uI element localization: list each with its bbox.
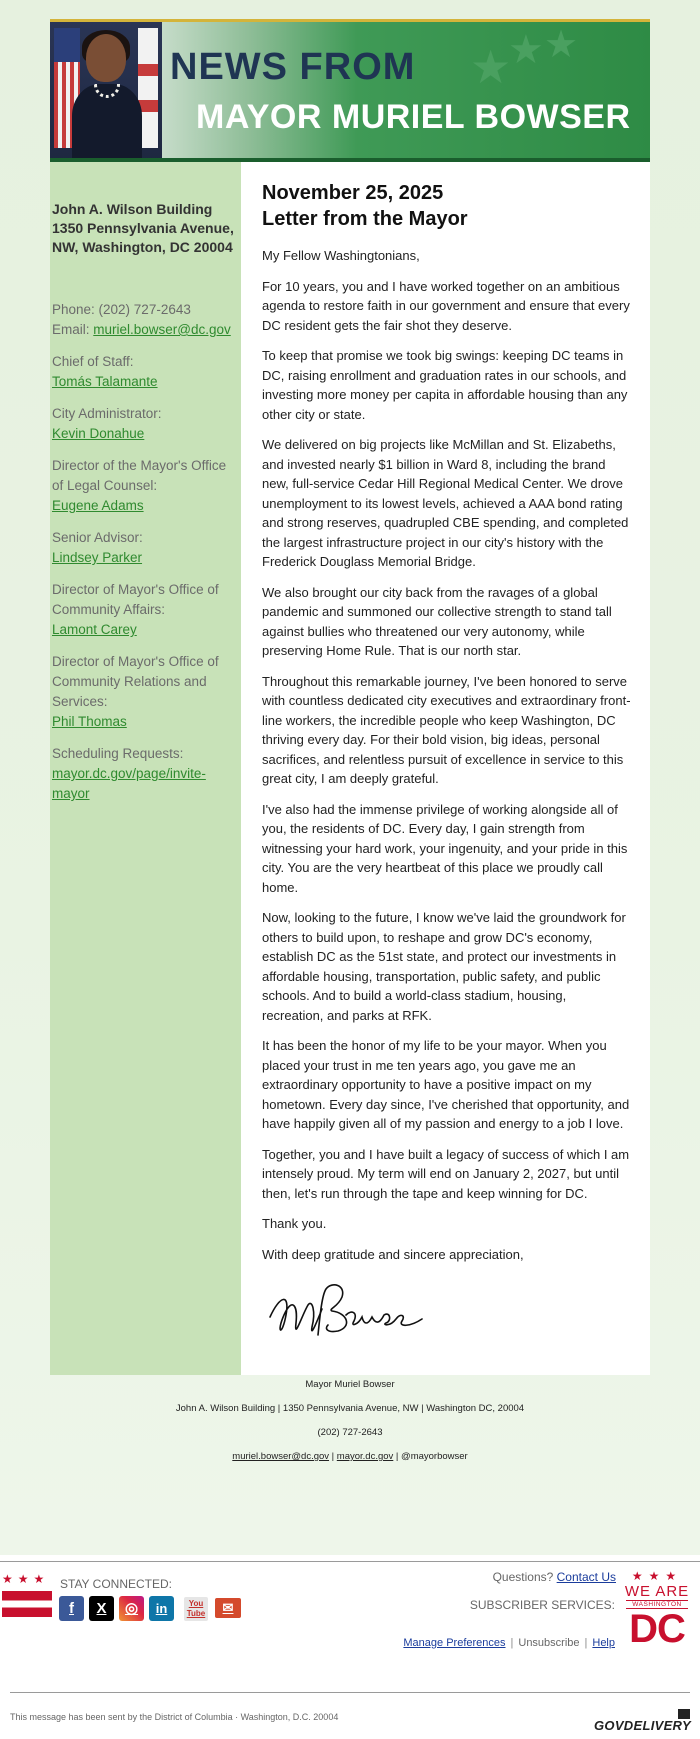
letter-paragraph: With deep gratitude and sincere appreciation, (262, 1246, 524, 1262)
letter-paragraph: It has been the honor of my life to be your mayor. When you placed your trust in me ten years ago, you gave me an extraordinary opportunity to have a positive impact on my hometown. Every day since, I've cherished that opportunity, and have happily given all of my passion and energy to a job I love. (262, 1038, 630, 1131)
banner-title-line2: MAYOR MURIEL BOWSER (196, 98, 631, 136)
letter-paragraph: Thank you. (262, 1216, 327, 1231)
mayor-portrait (50, 22, 162, 162)
content-columns (50, 162, 650, 1375)
contact-link[interactable]: Eugene Adams (52, 498, 144, 513)
sidebar-phone: Phone: (202) 727-2643 (52, 302, 191, 317)
signature (262, 1275, 631, 1365)
sidebar-scheduling: Scheduling Requests: mayor.dc.gov/page/invite-mayor (52, 746, 206, 801)
unsubscribe-link[interactable]: Unsubscribe (518, 1637, 580, 1649)
subscription-footer (0, 1561, 700, 1739)
star-icon: ★ (508, 28, 544, 72)
letter-date: November 25, 2025 (262, 182, 444, 204)
letter-body (241, 162, 650, 1375)
footer-social-handle: @mayorbowser (401, 1451, 468, 1462)
footer-email-link[interactable]: muriel.bowser@dc.gov (232, 1451, 330, 1462)
scheduling-link[interactable]: mayor.dc.gov/page/invite-mayor (52, 766, 206, 801)
x-icon[interactable]: X (89, 1596, 114, 1621)
letter-paragraph: Now, looking to the future, I know we've laid the groundwork for others to build upon, to reshape and grow DC's economy, establish DC as the 51st state, and protect our investments in affordable housing, transportation, public safety, and public schools. And to build a world-class stadium, housing, recreation, and parks at RFK. (262, 910, 626, 1023)
questions-line: Questions? Contact Us (492, 1570, 616, 1584)
contact-link[interactable]: Tomás Talamante (52, 374, 158, 389)
contact-us-link[interactable]: Contact Us (556, 1570, 616, 1584)
letter-paragraph: For 10 years, you and I have worked together on an ambitious agenda to restore faith in our government and ensure that every DC resident gets the fair shot they deserve. (262, 278, 630, 333)
footer-address: John A. Wilson Building | 1350 Pennsylvania Avenue, NW | Washington DC, 20004 (175, 1403, 525, 1414)
letter-paragraph: We also brought our city back from the ravages of a global pandemic and summoned our collective strength to stand tall against bullies who threatened our very autonomy, while preserving Home Rule. That is our north star. (262, 584, 612, 658)
logo-stars-icon: ★★★ (631, 1569, 683, 1583)
contact-link[interactable]: Kevin Donahue (52, 426, 145, 441)
footer-name: Mayor Muriel Bowser (305, 1379, 395, 1390)
letter-paragraph: We delivered on big projects like McMillan and St. Elizabeths, and invested nearly $1 billion in Ward 8, including the brand new, full-service Cedar Hill Regional Medical Center. We drove unemployment to its lowest levels, achieved a AAA bond rating and strong reserves, quadrupled CBE spending, and completed the largest infrastructure project in our city's history with the Frederick Douglass Memorial Bridge. (262, 437, 629, 569)
subscriber-links: Manage Preferences | Unsubscribe | Help (403, 1637, 615, 1649)
sidebar-contact-community-relations: Director of Mayor's Office of Community Relations and Services: Phil Thomas (52, 654, 219, 729)
signature-drawing (262, 1275, 432, 1355)
sidebar-contact-senior-advisor: Senior Advisor: Lindsey Parker (52, 530, 143, 565)
linkedin-icon[interactable]: in (149, 1596, 174, 1621)
stay-connected-label: STAY CONNECTED: (60, 1577, 173, 1591)
we-are-washington-dc-logo: ★★★ WE ARE WASHINGTON DC (624, 1569, 690, 1651)
contact-link[interactable]: Lindsey Parker (52, 550, 143, 565)
manage-preferences-link[interactable]: Manage Preferences (403, 1637, 506, 1649)
subscriber-services-label: SUBSCRIBER SERVICES: (469, 1598, 615, 1612)
newsletter (50, 19, 650, 1475)
sidebar (50, 162, 241, 1375)
footer-website-link[interactable]: mayor.dc.gov (336, 1451, 394, 1462)
instagram-icon[interactable]: ◎ (119, 1596, 144, 1621)
sidebar-contact-legal-counsel: Director of the Mayor's Office of Legal Counsel: Eugene Adams (52, 458, 227, 513)
star-icon: ★ (544, 24, 579, 66)
footer-phone: (202) 727-2643 (317, 1427, 383, 1438)
letter-title: Letter from the Mayor (262, 208, 468, 230)
sidebar-contact-chief-of-staff: Chief of Staff: Tomás Talamante (52, 354, 158, 389)
star-icon: ★ (470, 41, 512, 93)
sidebar-email-link[interactable]: muriel.bowser@dc.gov (93, 322, 231, 337)
sidebar-contact-community-affairs: Director of Mayor's Office of Community Affairs: Lamont Carey (52, 582, 219, 637)
email-icon[interactable]: ✉ (215, 1598, 241, 1618)
footer-info: Mayor Muriel Bowser John A. Wilson Building | 1350 Pennsylvania Avenue, NW | Washington DC, 20004 (202) 727-2643 muriel.bowser@dc.gov | mayor.dc.gov | @mayorbowser (50, 1375, 650, 1462)
header-banner (50, 22, 650, 162)
letter-paragraph: I've also had the immense privilege of working alongside all of you, the residents of DC. Every day, I gain strength from witnessing your hard work, your ingenuity, and your pride in this city. You are the very heartbeat of this place we proudly call home. (262, 801, 628, 895)
contact-link[interactable]: Phil Thomas (52, 714, 127, 729)
banner-title-line1: NEWS FROM (170, 46, 416, 88)
disclaimer-text: This message has been sent by the District of Columbia · Washington, D.C. 20004 (10, 1712, 339, 1722)
help-link[interactable]: Help (592, 1637, 615, 1649)
govdelivery-logo: GOVDELIVERY (594, 1718, 691, 1733)
sidebar-contact-city-administrator: City Administrator: Kevin Donahue (52, 406, 162, 441)
letter-paragraph: To keep that promise we took big swings: keeping DC teams in DC, raising enrollment and graduation rates in our schools, and investing more money per capita in affordable housing than any other city or state. (262, 348, 628, 422)
sidebar-contact-info: Phone: (202) 727-2643 Email: muriel.bowser@dc.gov (52, 300, 239, 340)
letter-paragraph: Together, you and I have built a legacy of success of which I am intensely proud. My term will end on January 2, 2027, but until then, let's run through the tape and keep winning for DC. (262, 1146, 630, 1201)
facebook-icon[interactable]: f (59, 1596, 84, 1621)
contact-link[interactable]: Lamont Carey (52, 622, 137, 637)
letter-paragraph: Throughout this remarkable journey, I've been honored to serve with countless dedicated city executives and extraordinary front-line workers, the incredible people who keep Washington, DC thriving every day. For their bold vision, big ideas, personal sacrifices, and relentless pursuit of excellence in service to this great city, I am deeply grateful. (262, 673, 631, 786)
dc-flag-stars-icon: ★★★ (2, 1572, 50, 1586)
sidebar-address: John A. Wilson Building 1350 Pennsylvania Avenue, NW, Washington, DC 20004 (52, 201, 234, 255)
letter-paragraph: My Fellow Washingtonians, (262, 248, 420, 263)
dc-flag-bars-icon (2, 1591, 52, 1617)
youtube-icon[interactable]: You Tube (184, 1597, 208, 1621)
